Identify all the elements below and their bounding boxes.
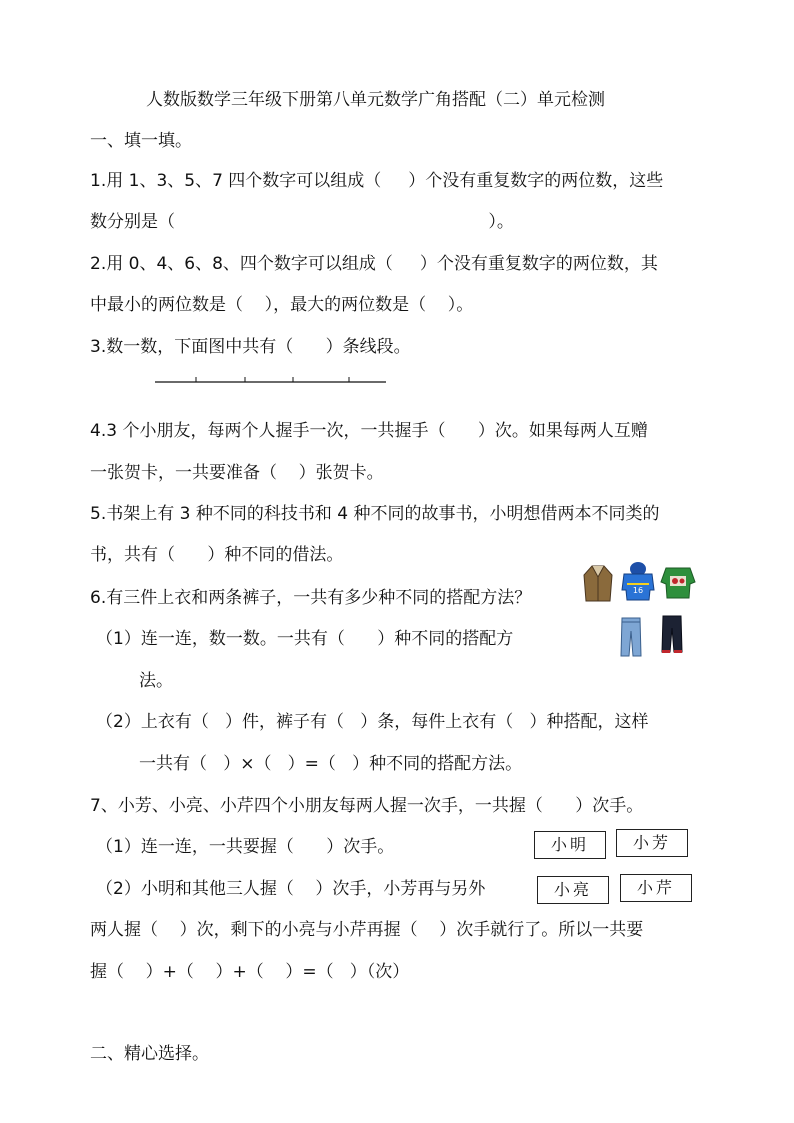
question-line: 2.用 0、4、6、8、四个数字可以组成（ ）个没有重复数字的两位数，其	[90, 254, 658, 274]
section-2-heading: 二、精心选择。	[90, 1044, 209, 1064]
jacket-icon	[582, 563, 614, 603]
question-line: （2）小明和其他三人握（ ）次手，小芳再与另外	[96, 879, 486, 899]
question-line: 握（ ）+（ ）+（ ）=（ ）（次）	[90, 962, 410, 982]
question-line: 4.3 个小朋友，每两个人握手一次，一共握手（ ）次。如果每两人互赠	[90, 421, 648, 441]
question-line: 法。	[139, 671, 173, 691]
sports-shirt-icon	[620, 560, 656, 602]
question-line: 两人握（ ）次，剩下的小亮与小芹再握（ ）次手就行了。所以一共要	[90, 920, 644, 940]
question-line: 6.有三件上衣和两条裤子，一共有多少种不同的搭配方法？	[90, 588, 532, 608]
name-box-xiaoming: 小明	[534, 831, 606, 859]
sweater-icon	[660, 564, 696, 600]
question-line: （1）连一连，一共要握（ ）次手。	[96, 837, 395, 857]
line-segment-figure	[150, 372, 390, 388]
jeans-icon	[620, 617, 642, 657]
question-line: 7、小芳、小亮、小芹四个小朋友每两人握一次手，一共握（ ）次手。	[90, 796, 644, 816]
page-title: 人数版数学三年级下册第八单元数学广角搭配（二）单元检测	[146, 90, 605, 110]
question-line: 一张贺卡，一共要准备（ ）张贺卡。	[90, 463, 384, 483]
question-line: （2）上衣有（ ）件，裤子有（ ）条，每件上衣有（ ）种搭配，这样	[96, 712, 649, 732]
question-line: 中最小的两位数是（ ），最大的两位数是（ ）。	[90, 295, 474, 315]
question-line: 一共有（ ）×（ ）=（ ）种不同的搭配方法。	[139, 754, 523, 774]
name-box-xiaofang: 小芳	[616, 829, 688, 857]
question-line: 数分别是（ ）。	[90, 212, 514, 232]
question-line: 3.数一数，下面图中共有（ ）条线段。	[90, 337, 411, 357]
track-pants-icon	[660, 615, 684, 655]
svg-text:16: 16	[632, 586, 644, 595]
question-line: 1.用 1、3、5、7 四个数字可以组成（ ）个没有重复数字的两位数，这些	[90, 171, 664, 191]
question-line: 5.书架上有 3 种不同的科技书和 4 种不同的故事书，小明想借两本不同类的	[90, 504, 660, 524]
name-box-xiaoliang: 小亮	[537, 876, 609, 904]
name-box-xiaoqin: 小芹	[620, 874, 692, 902]
section-1-heading: 一、填一填。	[90, 131, 192, 151]
question-line: 书，共有（ ）种不同的借法。	[90, 545, 344, 565]
question-line: （1）连一连，数一数。一共有（ ）种不同的搭配方	[96, 629, 514, 649]
